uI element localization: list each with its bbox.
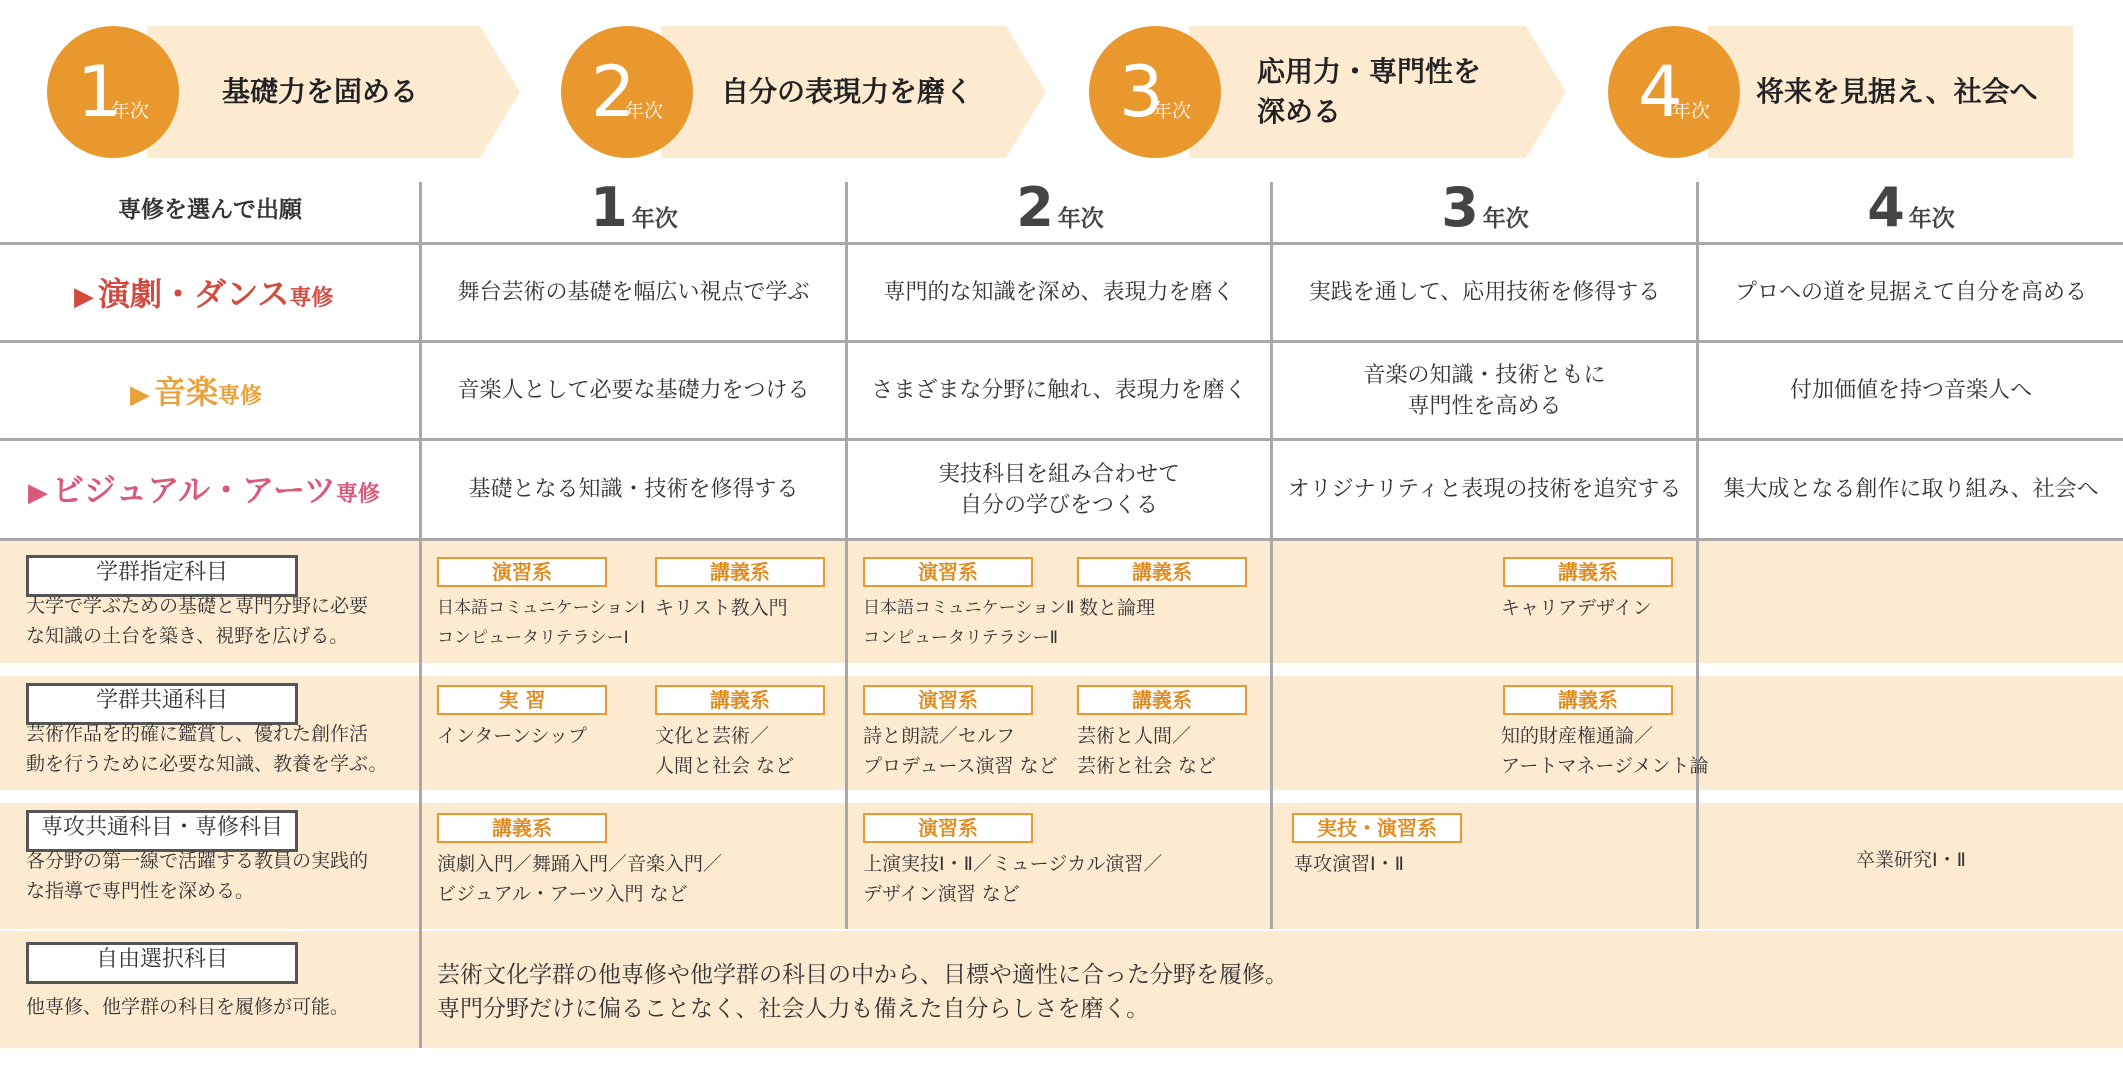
course: キャリアデザイン bbox=[1501, 597, 1652, 619]
course: 数と論理 bbox=[1079, 597, 1156, 619]
step-2 bbox=[561, 26, 1046, 158]
music-year-3: 音楽の知識・技術ともに 専門性を高める bbox=[1363, 362, 1606, 419]
step-4 bbox=[1608, 26, 2073, 158]
music-year-1: 音楽人として必要な基礎力をつける bbox=[457, 378, 810, 403]
major-music: ▶ 音楽専修 bbox=[130, 373, 263, 411]
step-4-label: 将来を見据え、社会へ bbox=[1756, 75, 2038, 108]
step-4-badge: 4 年次 bbox=[1608, 26, 1740, 158]
step-2-label: 自分の表現力を磨く bbox=[721, 75, 974, 108]
tag: 講義系 bbox=[1077, 685, 1247, 715]
tag: 演習系 bbox=[863, 557, 1033, 587]
step-3-badge: 3 年次 bbox=[1089, 26, 1221, 158]
subject-label-designated: 学群指定科目 bbox=[26, 555, 298, 597]
header-year-4: 4 年次 bbox=[1867, 176, 1955, 239]
header-apply-by-major: 専修を選んで出願 bbox=[118, 197, 302, 223]
tag: 講義系 bbox=[1503, 685, 1673, 715]
theatre-year-4: プロへの道を見据えて自分を高める bbox=[1734, 280, 2087, 305]
course: 詩と朗読／セルフ プロデュース演習 など bbox=[863, 725, 1058, 777]
tag: 講義系 bbox=[655, 685, 825, 715]
course: 卒業研究Ⅰ・Ⅱ bbox=[1856, 848, 1966, 871]
subject-desc: 各分野の第一線で活躍する教員の実践的 な指導で専門性を深める。 bbox=[26, 850, 369, 902]
header-year-3: 3 年次 bbox=[1441, 176, 1529, 239]
tag: 講義系 bbox=[655, 557, 825, 587]
subject-desc: 芸術作品を的確に鑑賞し、優れた創作活 動を行うために必要な知識、教養を学ぶ。 bbox=[26, 723, 388, 775]
major-visual-arts: ▶ ビジュアル・アーツ専修 bbox=[28, 471, 380, 509]
course: 専攻演習Ⅰ・Ⅱ bbox=[1294, 853, 1404, 875]
music-year-2: さまざまな分野に触れ、表現力を磨く bbox=[871, 378, 1247, 403]
course: 知的財産権通論／ アートマネージメント論 bbox=[1501, 725, 1709, 777]
header-year-2: 2 年次 bbox=[1016, 176, 1104, 239]
step-3 bbox=[1089, 26, 1566, 158]
step-3-label: 応用力・専門性を 深める bbox=[1257, 55, 1482, 128]
course: 日本語コミュニケーションⅠ コンピュータリテラシーⅠ bbox=[437, 598, 645, 648]
subject-label-common: 学群共通科目 bbox=[26, 683, 298, 725]
visual-year-3: オリジナリティと表現の技術を追究する bbox=[1287, 477, 1682, 502]
course: 芸術と人間／ 芸術と社会 など bbox=[1077, 725, 1217, 777]
course: インターンシップ bbox=[437, 725, 588, 747]
tag: 演習系 bbox=[437, 557, 607, 587]
subject-label-elective: 自由選択科目 bbox=[26, 942, 298, 984]
tag: 講義系 bbox=[437, 813, 607, 843]
music-year-4: 付加価値を持つ音楽人へ bbox=[1789, 378, 2032, 403]
step-1-badge: 1 年次 bbox=[47, 26, 179, 158]
tag: 講義系 bbox=[1077, 557, 1247, 587]
subject-desc: 大学で学ぶための基礎と専門分野に必要 な知識の土台を築き、視野を広げる。 bbox=[26, 595, 369, 647]
theatre-year-1: 舞台芸術の基礎を幅広い視点で学ぶ bbox=[457, 280, 810, 305]
tag: 演習系 bbox=[863, 685, 1033, 715]
visual-year-1: 基礎となる知識・技術を修得する bbox=[468, 477, 799, 502]
major-theatre-dance: ▶ 演劇・ダンス専修 bbox=[74, 275, 334, 313]
step-2-badge: 2 年次 bbox=[561, 26, 693, 158]
course: キリスト教入門 bbox=[655, 597, 788, 619]
header-year-1: 1 年次 bbox=[590, 176, 678, 239]
course: 上演実技Ⅰ・Ⅱ／ミュージカル演習／ デザイン演習 など bbox=[863, 853, 1163, 905]
theatre-year-3: 実践を通して、応用技術を修得する bbox=[1308, 280, 1661, 305]
course: 演劇入門／舞踊入門／音楽入門／ ビジュアル・アーツ入門 など bbox=[437, 853, 723, 905]
tag: 実 習 bbox=[437, 685, 607, 715]
tag: 演習系 bbox=[863, 813, 1033, 843]
tag: 講義系 bbox=[1503, 557, 1673, 587]
subject-label-major: 専攻共通科目・専修科目 bbox=[26, 810, 298, 852]
divider bbox=[0, 538, 2123, 541]
visual-year-4: 集大成となる創作に取り組み、社会へ bbox=[1723, 477, 2099, 502]
theatre-year-2: 専門的な知識を深め、表現力を磨く bbox=[883, 280, 1235, 305]
visual-year-2: 実技科目を組み合わせて 自分の学びをつくる bbox=[937, 461, 1180, 518]
step-1 bbox=[47, 26, 520, 158]
course: 文化と芸術／ 人間と社会 など bbox=[655, 725, 795, 777]
step-1-label: 基礎力を固める bbox=[222, 75, 419, 108]
course: 日本語コミュニケーションⅡ コンピュータリテラシーⅡ bbox=[863, 598, 1075, 648]
tag: 実技・演習系 bbox=[1292, 813, 1462, 843]
subject-desc: 他専修、他学群の科目を履修が可能。 bbox=[26, 996, 350, 1018]
elective-description: 芸術文化学群の他専修や他学群の科目の中から、目標や適性に合った分野を履修。 専門分野だけに偏ることなく、社会人力も備えた自分らしさを磨く。 bbox=[437, 962, 1288, 1022]
